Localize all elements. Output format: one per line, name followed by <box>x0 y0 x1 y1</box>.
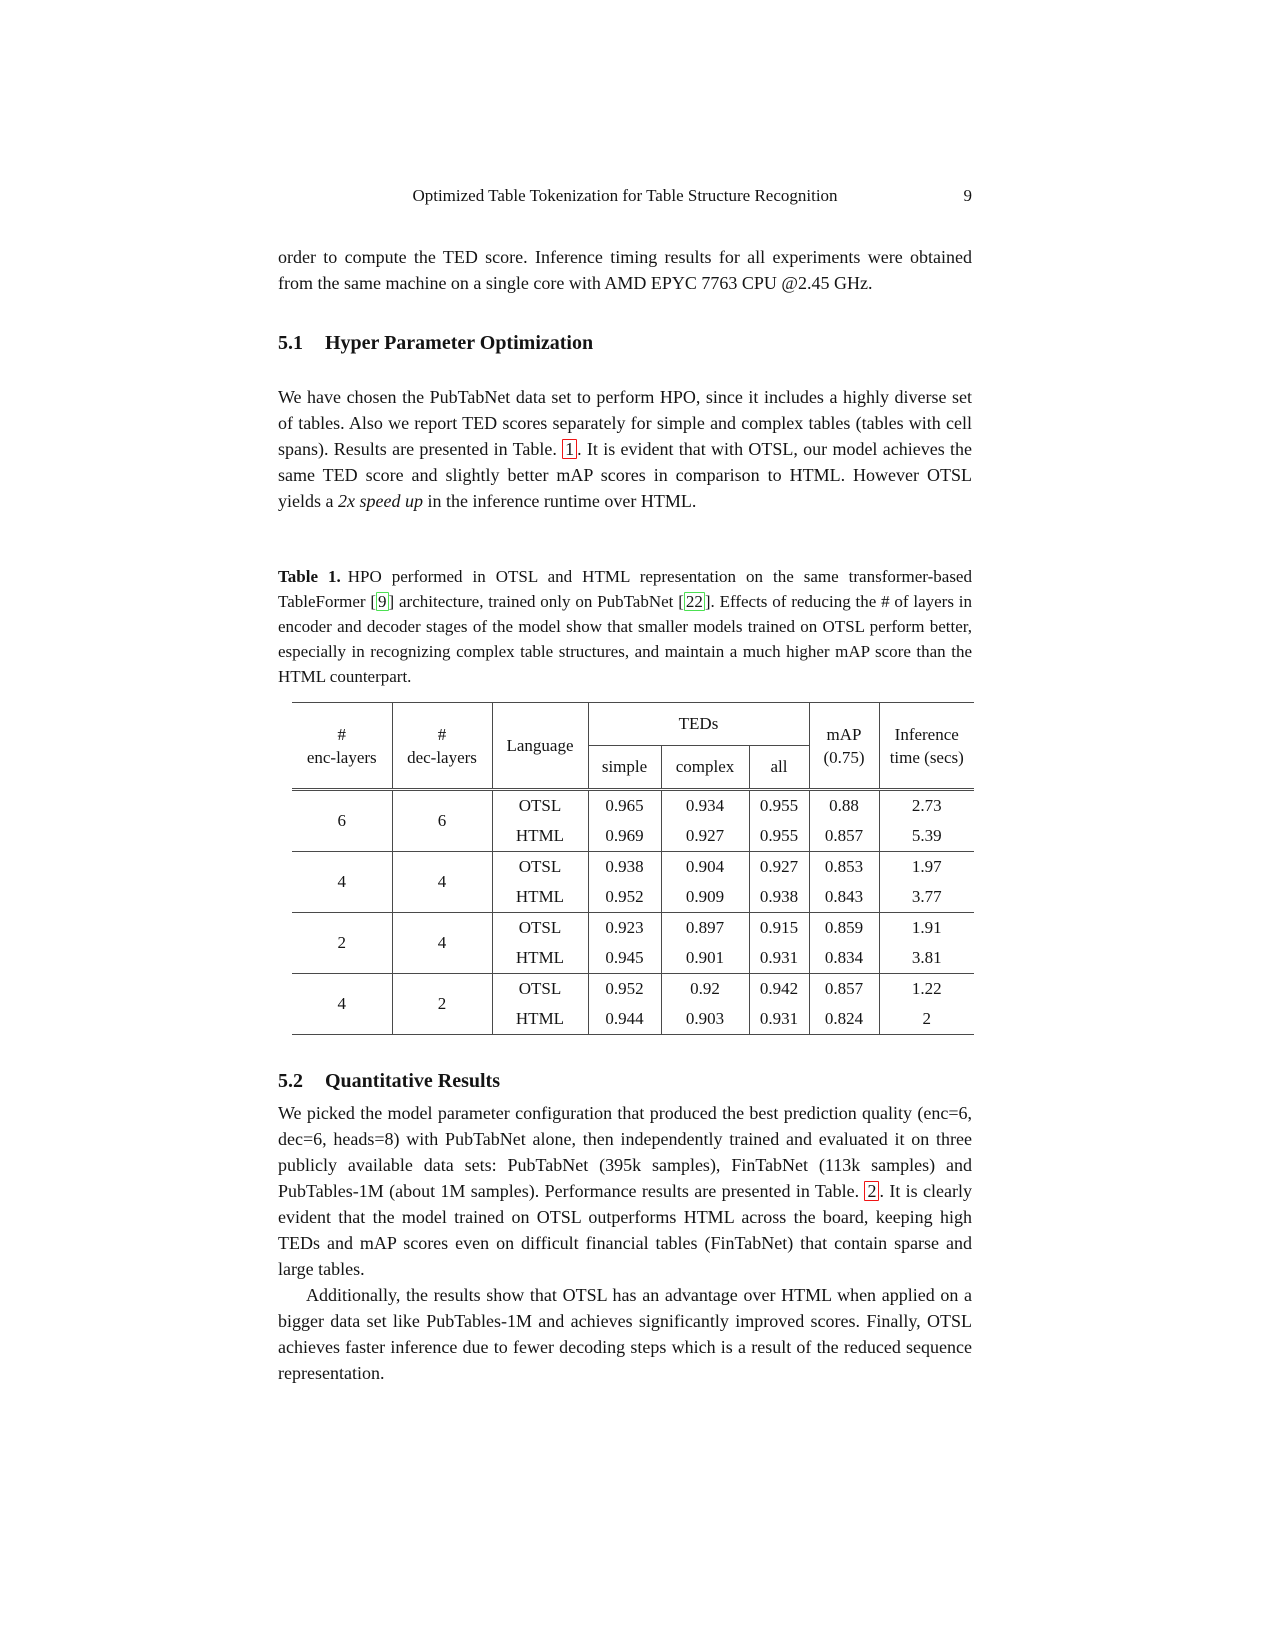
cell-teds-all: 0.927 <box>749 852 809 883</box>
col-header-teds: TEDs <box>588 703 809 746</box>
cell-map: 0.88 <box>809 790 879 822</box>
cell-teds-all: 0.955 <box>749 790 809 822</box>
text-segment: . It is evident that with OTSL, our model achieves the same TED score and slightly better mAP scores in comparison to HTML. However OTSL yields a <box>278 439 972 511</box>
cell-teds-all: 0.942 <box>749 974 809 1005</box>
col-header-inference-time: Inference time (secs) <box>879 703 974 790</box>
cell-teds-simple: 0.969 <box>588 821 661 852</box>
col-header-simple: simple <box>588 746 661 790</box>
cell-teds-complex: 0.92 <box>661 974 749 1005</box>
cell-inference-time: 3.81 <box>879 943 974 974</box>
table-group-4-2 <box>292 974 974 1035</box>
cell-teds-all: 0.938 <box>749 882 809 913</box>
col-header-language: Language <box>492 703 588 790</box>
cell-map: 0.834 <box>809 943 879 974</box>
col-header-map: mAP (0.75) <box>809 703 879 790</box>
section-title: Hyper Parameter Optimization <box>325 332 594 354</box>
section-5-1-paragraph <box>278 384 972 514</box>
cell-inference-time: 1.22 <box>879 974 974 1005</box>
cell-teds-all: 0.955 <box>749 821 809 852</box>
table-group-4-4 <box>292 852 974 913</box>
cell-teds-all: 0.915 <box>749 913 809 944</box>
cell-language: HTML <box>492 821 588 852</box>
cell-enc-layers: 2 <box>337 933 346 952</box>
cell-teds-simple: 0.952 <box>588 882 661 913</box>
section-5-2-paragraphs <box>278 1100 972 1386</box>
table-row <box>292 790 974 822</box>
intro-paragraph: order to compute the TED score. Inference timing results for all experiments were obtained from the same machine on a single core with AMD EPYC 7763 CPU @2.45 GHz. <box>278 247 972 293</box>
table-group-2-4 <box>292 913 974 974</box>
cell-teds-simple: 0.923 <box>588 913 661 944</box>
table-row <box>292 852 974 883</box>
cell-language: OTSL <box>492 852 588 883</box>
cell-teds-complex: 0.927 <box>661 821 749 852</box>
cell-language: HTML <box>492 1004 588 1035</box>
cell-teds-complex: 0.897 <box>661 913 749 944</box>
emphasized-text: 2x speed up <box>338 491 423 511</box>
cell-teds-simple: 0.945 <box>588 943 661 974</box>
cell-inference-time: 5.39 <box>879 821 974 852</box>
cell-language: OTSL <box>492 790 588 822</box>
section-number: 5.1 <box>278 332 303 354</box>
cell-teds-complex: 0.901 <box>661 943 749 974</box>
cell-teds-simple: 0.938 <box>588 852 661 883</box>
running-title: Optimized Table Tokenization for Table Structure Recognition <box>412 186 838 205</box>
cell-enc-layers: 4 <box>337 872 346 891</box>
section-5-2-heading <box>278 1070 972 1093</box>
cell-teds-all: 0.931 <box>749 943 809 974</box>
cell-teds-complex: 0.909 <box>661 882 749 913</box>
cell-language: HTML <box>492 943 588 974</box>
citation-22-link[interactable]: 22 <box>685 592 703 611</box>
cell-inference-time: 1.97 <box>879 852 974 883</box>
text-segment: We picked the model parameter configuration that produced the best prediction quality (enc=6, dec=6, heads=8) with PubTabNet alone, then independently trained and evaluated it on three publicly available data sets: PubTabNet (395k samples), FinTabNet (113k samples) and PubTables-1M (about 1M samples). Performance results are presented in Table. <box>278 1103 972 1201</box>
cell-dec-layers: 4 <box>392 913 492 974</box>
cell-language: OTSL <box>492 974 588 1005</box>
table-row <box>292 913 974 944</box>
col-header-all: all <box>749 746 809 790</box>
text-segment: We have chosen the PubTabNet data set to perform HPO, since it includes a highly diverse set of tables. Also we report TED scores separately for simple and complex tables (tables with cell spans). Results are presented in Table. <box>278 387 972 459</box>
cell-map: 0.857 <box>809 821 879 852</box>
cell-inference-time: 1.91 <box>879 913 974 944</box>
cell-teds-simple: 0.952 <box>588 974 661 1005</box>
citation-9-link[interactable]: 9 <box>378 592 387 611</box>
text-segment: in the inference runtime over HTML. <box>422 491 697 511</box>
text-segment: ] architecture, trained only on PubTabNet [ <box>388 592 684 611</box>
cell-inference-time: 2.73 <box>879 790 974 822</box>
table-1-reference-link[interactable]: 1 <box>562 439 577 459</box>
col-header-enc-layers: # enc-layers <box>292 703 392 790</box>
cell-dec-layers: 4 <box>392 852 492 913</box>
cell-inference-time: 3.77 <box>879 882 974 913</box>
table-group-6-6 <box>292 790 974 852</box>
page-number: 9 <box>963 186 972 205</box>
table-1-caption <box>278 564 972 689</box>
cell-teds-simple: 0.944 <box>588 1004 661 1035</box>
section-5-2-paragraph-2: Additionally, the results show that OTSL has an advantage over HTML when applied on a bigger data set like PubTables-1M and achieves significantly improved scores. Finally, OTSL achieves faster inference due to fewer decoding steps which is a result of the reduced sequence representation. <box>278 1285 972 1383</box>
cell-enc-layers: 4 <box>337 994 346 1013</box>
running-head <box>278 186 972 206</box>
cell-map: 0.857 <box>809 974 879 1005</box>
cell-teds-simple: 0.965 <box>588 790 661 822</box>
section-number: 5.2 <box>278 1070 303 1092</box>
cell-language: HTML <box>492 882 588 913</box>
cell-map: 0.843 <box>809 882 879 913</box>
section-5-1-heading <box>278 332 972 355</box>
col-header-dec-layers: # dec-layers <box>392 703 492 790</box>
cell-teds-complex: 0.904 <box>661 852 749 883</box>
cell-teds-complex: 0.903 <box>661 1004 749 1035</box>
cell-language: OTSL <box>492 913 588 944</box>
results-table-1 <box>292 702 974 1035</box>
cell-dec-layers: 6 <box>392 790 492 852</box>
text-segment: ]. Effects of reducing the # of layers in encoder and decoder stages of the model show that smaller models trained on OTSL perform better, especially in recognizing complex table structures, and maintain a much higher mAP score than the HTML counterpart. <box>278 592 972 686</box>
section-5-2-paragraph-1 <box>278 1100 972 1282</box>
cell-map: 0.853 <box>809 852 879 883</box>
section-title: Quantitative Results <box>325 1070 500 1092</box>
text-segment: HPO performed in OTSL and HTML representation on the same transformer-based TableFormer [ <box>278 567 972 611</box>
cell-teds-all: 0.931 <box>749 1004 809 1035</box>
cell-teds-complex: 0.934 <box>661 790 749 822</box>
table-2-reference-link[interactable]: 2 <box>864 1181 879 1201</box>
cell-map: 0.859 <box>809 913 879 944</box>
cell-map: 0.824 <box>809 1004 879 1035</box>
cell-enc-layers: 6 <box>337 811 346 830</box>
cell-inference-time: 2 <box>879 1004 974 1035</box>
cell-dec-layers: 2 <box>392 974 492 1035</box>
caption-label: Table 1. <box>278 567 341 586</box>
col-header-complex: complex <box>661 746 749 790</box>
text-segment: . It is clearly evident that the model trained on OTSL outperforms HTML across the board, keeping high TEDs and mAP scores even on difficult financial tables (FinTabNet) that contain sparse and large tables. <box>278 1181 972 1279</box>
table-row <box>292 974 974 1005</box>
